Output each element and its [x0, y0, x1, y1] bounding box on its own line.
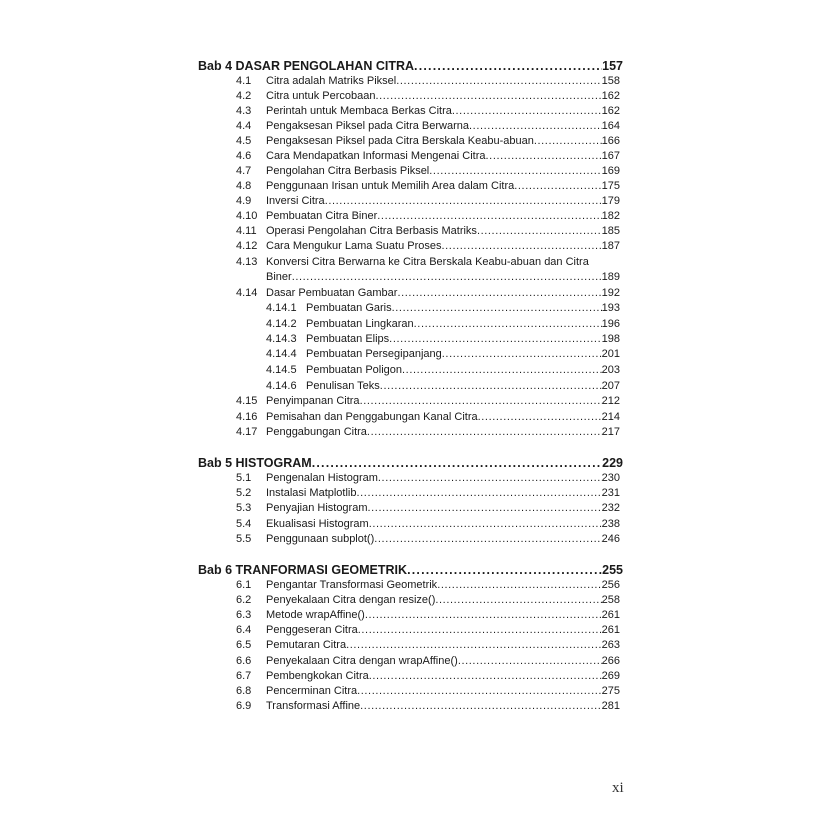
toc-subentry[interactable]: [266, 333, 620, 345]
entry-number: 4.14: [236, 287, 258, 299]
entry-page: 192: [601, 287, 620, 299]
entry-number: 6.8: [236, 685, 252, 697]
entry-title: Pengenalan Histogram: [266, 472, 378, 484]
toc-entry[interactable]: [236, 609, 620, 621]
entry-page: 169: [601, 165, 620, 177]
entry-title: Metode wrapAffine(): [266, 609, 365, 621]
chapter-page: 229: [602, 456, 623, 470]
entry-page: 238: [601, 518, 620, 530]
entry-number: 6.9: [236, 700, 252, 712]
entry-page: 182: [601, 210, 620, 222]
leader-dots: [292, 271, 602, 283]
entry-page: 179: [601, 195, 620, 207]
entry-page: 175: [601, 180, 620, 192]
subentry-number: 4.14.6: [266, 380, 297, 392]
leader-dots: [360, 700, 601, 712]
entry-title: Penggunaan Irisan untuk Memilih Area dalam Citra: [266, 180, 515, 192]
chapter-title: TRANFORMASI GEOMETRIK: [235, 563, 408, 577]
toc-entry[interactable]: [236, 655, 620, 667]
leader-dots: [360, 395, 602, 407]
entry-number: 5.3: [236, 502, 252, 514]
leader-dots: [367, 426, 602, 438]
chapter-heading[interactable]: [198, 456, 623, 470]
subentry-number: 4.14.1: [266, 302, 297, 314]
subentry-title: Pembuatan Elips: [306, 333, 390, 345]
subentry-title: Pembuatan Garis: [306, 302, 392, 314]
leader-dots: [374, 533, 601, 545]
page-number: xi: [612, 780, 624, 796]
toc-subentry[interactable]: [266, 364, 620, 376]
entry-page: 263: [601, 639, 620, 651]
leader-dots: [380, 380, 602, 392]
entry-page: 230: [601, 472, 620, 484]
leader-dots: [312, 456, 602, 470]
leader-dots: [407, 563, 602, 577]
entry-page: 212: [601, 395, 620, 407]
entry-title: Pembuatan Citra Biner: [266, 210, 378, 222]
entry-title: Penggabungan Citra: [266, 426, 367, 438]
entry-page: 166: [601, 135, 620, 147]
entry-number: 6.6: [236, 655, 252, 667]
toc-entry[interactable]: [236, 472, 620, 484]
toc-entry[interactable]: [236, 395, 620, 407]
toc-entry[interactable]: [236, 90, 620, 102]
subentry-title: Pembuatan Poligon: [306, 364, 403, 376]
toc-entry[interactable]: [236, 195, 620, 207]
entry-number: 4.3: [236, 105, 252, 117]
entry-title: Penyajian Histogram: [266, 502, 368, 514]
leader-dots: [514, 180, 601, 192]
entry-title: Penyekalaan Citra dengan wrapAffine(): [266, 655, 458, 667]
entry-title: Dasar Pembuatan Gambar: [266, 287, 398, 299]
toc-entry[interactable]: [236, 685, 620, 697]
toc-entry[interactable]: [236, 150, 620, 162]
chapter-heading[interactable]: [198, 59, 623, 73]
leader-dots: [325, 195, 602, 207]
entry-page: 189: [601, 271, 620, 283]
leader-dots: [469, 120, 602, 132]
chapter-page: 255: [602, 563, 623, 577]
entry-number: 5.1: [236, 472, 252, 484]
entry-page: 256: [601, 579, 620, 591]
leader-dots: [346, 639, 602, 651]
subentry-number: 4.14.2: [266, 318, 297, 330]
entry-title: Transformasi Affine: [266, 700, 361, 712]
subentry-title: Penulisan Teks: [306, 380, 380, 392]
toc-subentry[interactable]: [266, 380, 620, 392]
entry-page: 185: [601, 225, 620, 237]
toc-entry[interactable]: [236, 594, 620, 606]
leader-dots: [402, 364, 602, 376]
entry-number: 4.10: [236, 210, 258, 222]
toc-entry[interactable]: [236, 287, 620, 299]
toc-subentry[interactable]: [266, 318, 620, 330]
entry-title-continuation: Biner: [266, 271, 292, 283]
entry-number: 6.5: [236, 639, 252, 651]
leader-dots: [357, 685, 602, 697]
entry-title: Cara Mendapatkan Informasi Mengenai Citra: [266, 150, 486, 162]
entry-number: 5.4: [236, 518, 252, 530]
entry-title: Citra adalah Matriks Piksel: [266, 75, 397, 87]
entry-title: Citra untuk Percobaan: [266, 90, 376, 102]
toc-entry[interactable]: [236, 518, 620, 530]
chapter-page: 157: [602, 59, 623, 73]
entry-page: 275: [601, 685, 620, 697]
toc-entry[interactable]: [236, 105, 620, 117]
entry-page: 214: [601, 411, 620, 423]
entry-number: 4.17: [236, 426, 258, 438]
entry-number: 4.5: [236, 135, 252, 147]
leader-dots: [414, 59, 602, 73]
leader-dots: [358, 624, 602, 636]
entry-title: Instalasi Matplotlib: [266, 487, 357, 499]
leader-dots: [441, 240, 601, 252]
entry-page: 261: [601, 609, 620, 621]
chapter-title: HISTOGRAM: [235, 456, 312, 470]
entry-page: 217: [601, 426, 620, 438]
toc-entry[interactable]: [236, 533, 620, 545]
entry-number: 4.8: [236, 180, 252, 192]
entry-page: 269: [601, 670, 620, 682]
subentry-page: 198: [601, 333, 620, 345]
entry-number: 4.1: [236, 75, 252, 87]
subentry-number: 4.14.5: [266, 364, 297, 376]
leader-dots: [365, 609, 602, 621]
entry-title: Pengantar Transformasi Geometrik: [266, 579, 438, 591]
entry-page: 158: [601, 75, 620, 87]
leader-dots: [486, 150, 602, 162]
entry-title: Pemutaran Citra: [266, 639, 347, 651]
entry-number: 4.7: [236, 165, 252, 177]
leader-dots: [429, 165, 601, 177]
entry-page: 187: [601, 240, 620, 252]
toc-entry[interactable]: [236, 502, 620, 514]
toc-entry[interactable]: [236, 411, 620, 423]
subentry-title: Pembuatan Lingkaran: [306, 318, 414, 330]
entry-page: 266: [601, 655, 620, 667]
toc-entry[interactable]: [236, 240, 620, 252]
toc-subentry[interactable]: [266, 302, 620, 314]
entry-title: Pengaksesan Piksel pada Citra Berwarna: [266, 120, 470, 132]
subentry-page: 207: [601, 380, 620, 392]
leader-dots: [368, 502, 602, 514]
leader-dots: [392, 302, 602, 314]
toc-subentry[interactable]: [266, 348, 620, 360]
entry-title: Pembengkokan Citra: [266, 670, 369, 682]
leader-dots: [442, 348, 602, 360]
leader-dots: [437, 579, 601, 591]
entry-number: 4.12: [236, 240, 258, 252]
entry-page: 164: [601, 120, 620, 132]
entry-page: 162: [601, 105, 620, 117]
leader-dots: [389, 333, 601, 345]
leader-dots: [377, 210, 601, 222]
subentry-number: 4.14.4: [266, 348, 297, 360]
subentry-page: 201: [601, 348, 620, 360]
toc-entry[interactable]: [236, 120, 620, 132]
leader-dots: [378, 472, 602, 484]
entry-number: 5.2: [236, 487, 252, 499]
entry-number: 6.7: [236, 670, 252, 682]
leader-dots: [357, 487, 602, 499]
chapter-number: Bab 5: [198, 456, 233, 470]
entry-title: Penggunaan subplot(): [266, 533, 375, 545]
toc-entry[interactable]: [236, 75, 620, 87]
entry-number: 4.2: [236, 90, 252, 102]
leader-dots: [414, 318, 602, 330]
toc-entry[interactable]: [236, 180, 620, 192]
entry-page: 231: [601, 487, 620, 499]
leader-dots: [369, 670, 602, 682]
entry-page: 261: [601, 624, 620, 636]
subentry-title: Pembuatan Persegipanjang: [306, 348, 442, 360]
leader-dots: [452, 105, 602, 117]
entry-title: Pengolahan Citra Berbasis Piksel: [266, 165, 430, 177]
entry-title: Cara Mengukur Lama Suatu Proses: [266, 240, 442, 252]
entry-number: 6.4: [236, 624, 252, 636]
subentry-number: 4.14.3: [266, 333, 297, 345]
toc-entry[interactable]: [236, 579, 620, 591]
toc-entry[interactable]: [236, 210, 620, 222]
subentry-page: 196: [601, 318, 620, 330]
entry-number: 6.3: [236, 609, 252, 621]
leader-dots: [478, 411, 602, 423]
entry-title: Konversi Citra Berwarna ke Citra Berskala Keabu-abuan dan Citra: [266, 256, 589, 268]
entry-number: 4.16: [236, 411, 258, 423]
toc-entry[interactable]: [236, 135, 620, 147]
entry-number: 4.13: [236, 256, 258, 268]
leader-dots: [435, 594, 601, 606]
leader-dots: [396, 75, 601, 87]
chapter-number: Bab 4: [198, 59, 233, 73]
toc-entry[interactable]: [236, 639, 620, 651]
entry-page: 246: [601, 533, 620, 545]
entry-title: Operasi Pengolahan Citra Berbasis Matriks: [266, 225, 477, 237]
entry-number: 5.5: [236, 533, 252, 545]
entry-title: Pemisahan dan Penggabungan Kanal Citra: [266, 411, 478, 423]
toc-entry[interactable]: [236, 487, 620, 499]
entry-page: 167: [601, 150, 620, 162]
entry-number: 4.11: [236, 225, 257, 237]
entry-title: Inversi Citra: [266, 195, 325, 207]
toc-entry[interactable]: [236, 624, 620, 636]
entry-title: Penyekalaan Citra dengan resize(): [266, 594, 436, 606]
entry-title: Pencerminan Citra: [266, 685, 358, 697]
leader-dots: [369, 518, 602, 530]
toc-entry[interactable]: [236, 426, 620, 438]
entry-title: Perintah untuk Membaca Berkas Citra: [266, 105, 452, 117]
entry-title: Pengaksesan Piksel pada Citra Berskala Keabu-abuan: [266, 135, 534, 147]
entry-number: 4.4: [236, 120, 252, 132]
entry-page: 281: [601, 700, 620, 712]
toc-entry[interactable]: [236, 670, 620, 682]
entry-title: Ekualisasi Histogram: [266, 518, 369, 530]
entry-page: 258: [601, 594, 620, 606]
entry-number: 4.15: [236, 395, 258, 407]
chapter-heading[interactable]: [198, 563, 623, 577]
leader-dots: [375, 90, 601, 102]
toc-entry[interactable]: [236, 165, 620, 177]
entry-number: 6.1: [236, 579, 252, 591]
leader-dots: [458, 655, 602, 667]
entry-page: 232: [601, 502, 620, 514]
leader-dots: [477, 225, 602, 237]
leader-dots: [534, 135, 602, 147]
entry-number: 4.9: [236, 195, 252, 207]
leader-dots: [397, 287, 601, 299]
entry-page: 162: [601, 90, 620, 102]
entry-title: Penggeseran Citra: [266, 624, 358, 636]
subentry-page: 203: [601, 364, 620, 376]
subentry-page: 193: [601, 302, 620, 314]
toc-entry[interactable]: [236, 225, 620, 237]
toc-entry-continuation[interactable]: [266, 271, 620, 283]
toc-entry[interactable]: [236, 700, 620, 712]
chapter-number: Bab 6: [198, 563, 233, 577]
chapter-title: DASAR PENGOLAHAN CITRA: [235, 59, 415, 73]
entry-title: Penyimpanan Citra: [266, 395, 360, 407]
entry-number: 4.6: [236, 150, 252, 162]
entry-number: 6.2: [236, 594, 252, 606]
toc-entry[interactable]: [236, 256, 620, 268]
